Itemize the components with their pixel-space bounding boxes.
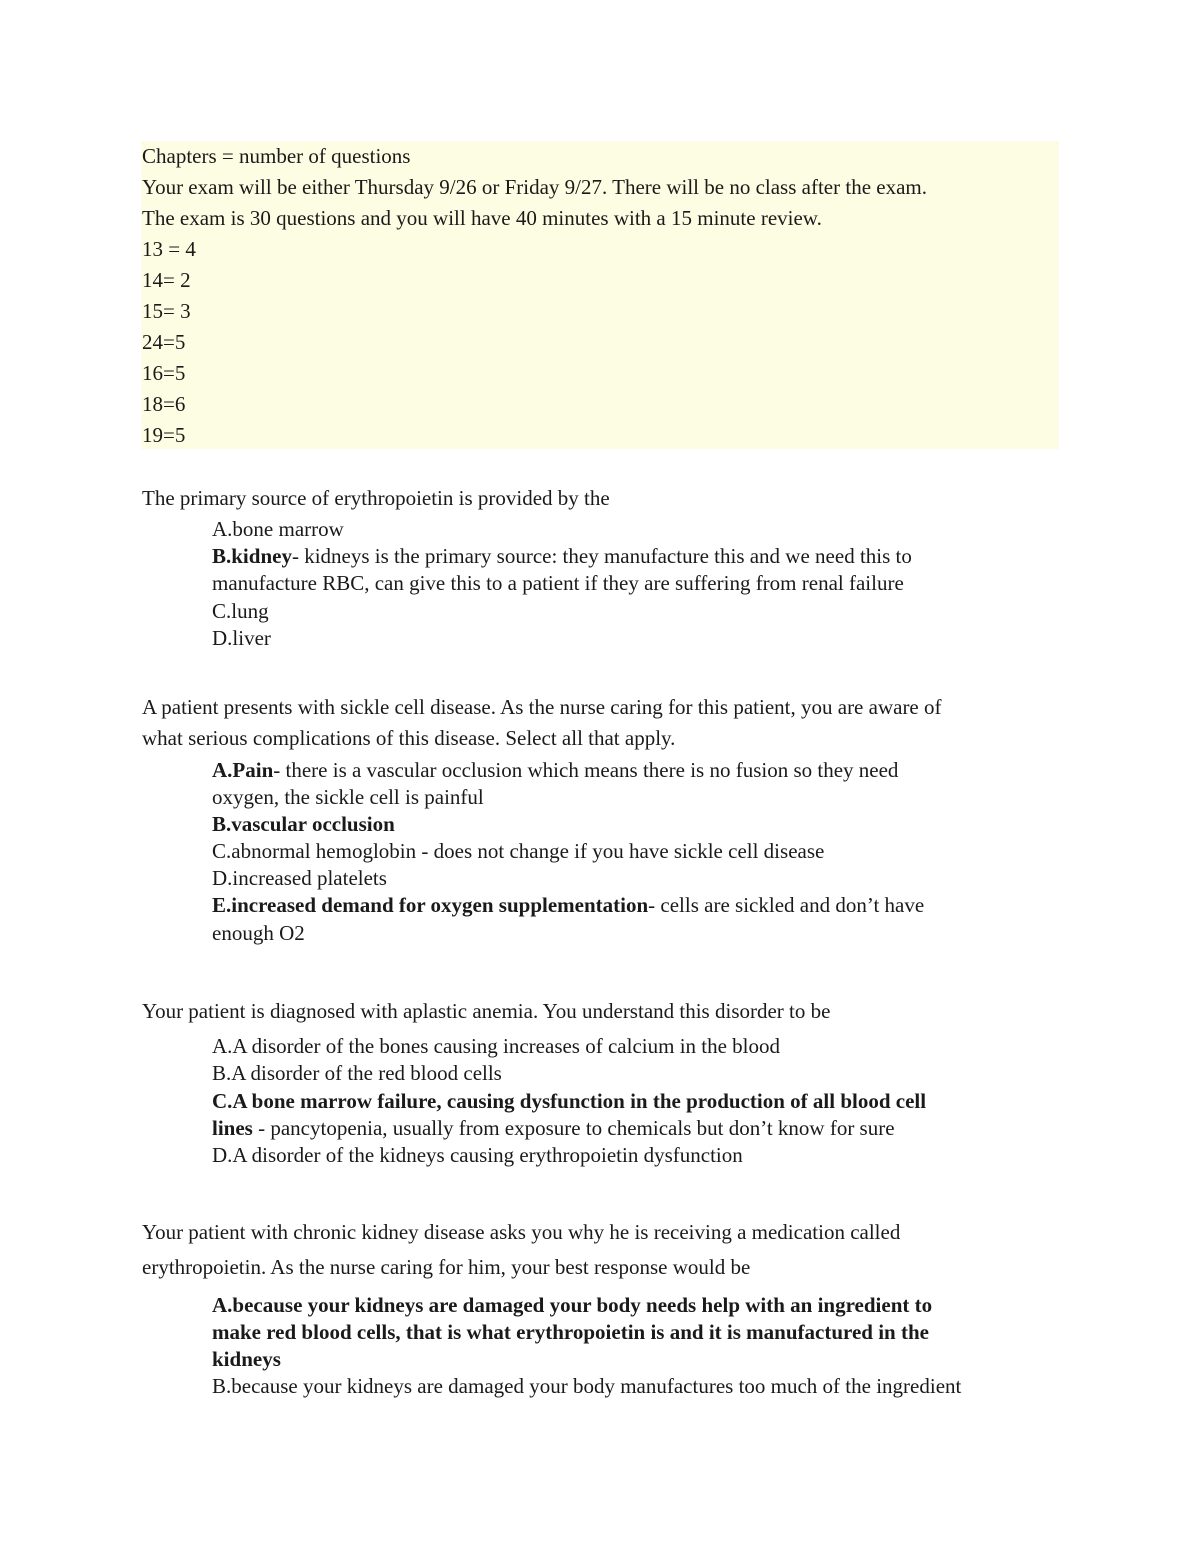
question-3-option-d: D.A disorder of the kidneys causing erythropoietin dysfunction	[212, 1143, 743, 1167]
chapter-count-16: 16=5	[142, 361, 186, 385]
question-4-option-b: B.because your kidneys are damaged your body manufactures too much of the ingredient	[212, 1374, 962, 1398]
exam-format-line: The exam is 30 questions and you will have 40 minutes with a 15 minute review.	[142, 206, 822, 230]
question-4-stem-line-1: Your patient with chronic kidney disease asks you why he is receiving a medication called	[142, 1220, 901, 1244]
question-3-option-c	[212, 1087, 926, 1115]
chapter-count-18: 18=6	[142, 392, 186, 416]
question-1-stem: The primary source of erythropoietin is provided by the	[142, 486, 610, 510]
question-3-stem: Your patient is diagnosed with aplastic anemia. You understand this disorder to be	[142, 999, 831, 1023]
question-3-option-c-continued	[212, 1114, 895, 1142]
question-2-option-e-continued: enough O2	[212, 921, 305, 945]
question-2-option-b	[212, 810, 395, 838]
question-2-stem-line-2: what serious complications of this disease. Select all that apply.	[142, 726, 676, 750]
chapter-count-15: 15= 3	[142, 299, 191, 323]
question-1-option-b-note: - kidneys is the primary source: they manufacture this and we need this to	[291, 544, 912, 568]
question-2-option-a-continued: oxygen, the sickle cell is painful	[212, 785, 484, 809]
question-2-option-d: D.increased platelets	[212, 866, 387, 890]
chapters-title: Chapters = number of questions	[142, 144, 411, 168]
chapter-count-14: 14= 2	[142, 268, 191, 292]
question-4-option-a-answer-line-1: A.because your kidneys are damaged your body needs help with an ingredient to	[212, 1293, 933, 1317]
chapter-count-24: 24=5	[142, 330, 186, 354]
question-3-option-c-answer: C.A bone marrow failure, causing dysfunction in the production of all blood cell	[212, 1089, 927, 1113]
question-4-option-a	[212, 1291, 932, 1319]
question-1-option-d: D.liver	[212, 626, 271, 650]
question-2-option-a	[212, 756, 898, 784]
question-1-option-b-continued: manufacture RBC, can give this to a patient if they are suffering from renal failure	[212, 571, 904, 595]
exam-date-line: Your exam will be either Thursday 9/26 or Friday 9/27. There will be no class after the exam.	[142, 175, 927, 199]
question-3-option-b: B.A disorder of the red blood cells	[212, 1061, 502, 1085]
question-1-option-a: A.bone marrow	[212, 517, 344, 541]
question-4-option-a-answer-line-3: kidneys	[212, 1347, 281, 1371]
question-3-option-c-note: - pancytopenia, usually from exposure to chemicals but don’t know for sure	[252, 1116, 895, 1140]
question-1-option-b-answer: B.kidney	[212, 544, 292, 568]
question-4-option-a-continued-2	[212, 1345, 281, 1373]
question-3-option-a: A.A disorder of the bones causing increases of calcium in the blood	[212, 1034, 781, 1058]
question-1-option-c: C.lung	[212, 599, 269, 623]
question-1-option-b	[212, 542, 912, 570]
chapter-count-13: 13 = 4	[142, 237, 196, 261]
question-2-option-a-answer: A.Pain	[212, 758, 274, 782]
question-2-option-e	[212, 891, 924, 919]
question-2-option-c: C.abnormal hemoglobin - does not change if you have sickle cell disease	[212, 839, 825, 863]
question-3-option-c-answer-end: lines	[212, 1116, 253, 1140]
question-2-option-a-note: - there is a vascular occlusion which means there is no fusion so they need	[273, 758, 899, 782]
question-2-option-e-answer: E.increased demand for oxygen supplementation	[212, 893, 649, 917]
question-4-option-a-continued-1	[212, 1318, 929, 1346]
question-2-option-b-answer: B.vascular occlusion	[212, 812, 395, 836]
chapter-count-19: 19=5	[142, 423, 186, 447]
question-4-stem-line-2: erythropoietin. As the nurse caring for him, your best response would be	[142, 1255, 751, 1279]
question-2-stem-line-1: A patient presents with sickle cell disease. As the nurse caring for this patient, you are aware of	[142, 695, 942, 719]
question-2-option-e-note: - cells are sickled and don’t have	[648, 893, 925, 917]
question-4-option-a-answer-line-2: make red blood cells, that is what erythropoietin is and it is manufactured in the	[212, 1320, 929, 1344]
